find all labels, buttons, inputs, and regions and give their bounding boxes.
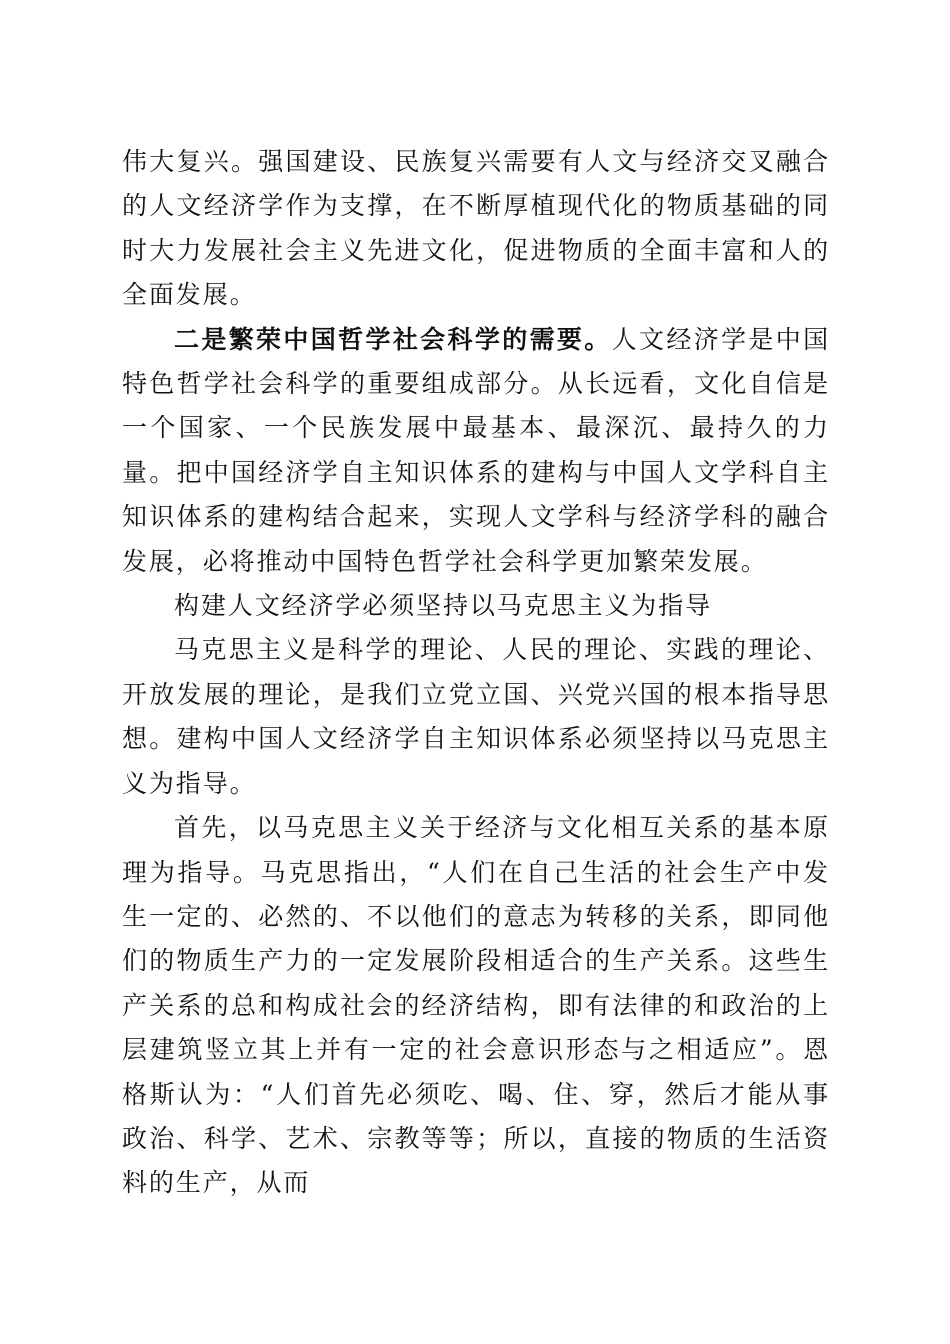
section-heading-text: 构建人文经济学必须坚持以马克思主义为指导: [174, 591, 713, 621]
document-page: [122, 140, 830, 1206]
section-heading: [122, 584, 830, 628]
paragraph-1-text: 伟大复兴。强国建设、民族复兴需要有人文与经济交叉融合的人文经济学作为支撑，在不断厚植现代化的物质基础的同时大力发展社会主义先进文化，促进物质的全面丰富和人的全面发展。: [122, 147, 830, 310]
paragraph-2-lead-heading: 二是繁荣中国哲学社会科学的需要。: [174, 324, 612, 354]
paragraph-2-text: 人文经济学是中国特色哲学社会科学的重要组成部分。从长远看，文化自信是一个国家、一个民族发展中最基本、最深沉、最持久的力量。把中国经济学自主知识体系的建构与中国人文学科自主知识体系的建构结合起来，实现人文学科与经济学科的融合发展，必将推动中国特色哲学社会科学更加繁荣发展。: [122, 324, 831, 576]
paragraph-4: [122, 806, 830, 1206]
paragraph-1: [122, 140, 830, 318]
paragraph-3: [122, 628, 830, 806]
paragraph-4-text: 首先，以马克思主义关于经济与文化相互关系的基本原理为指导。马克思指出，“人们在自己生活的社会生产中发生一定的、必然的、不以他们的意志为转移的关系，即同他们的物质生产力的一定发展阶段相适合的生产关系。这些生产关系的总和构成社会的经济结构，即有法律的和政治的上层建筑竖立其上并有一定的社会意识形态与之相适应”。恩格斯认为：“人们首先必须吃、喝、住、穿，然后才能从事政治、科学、艺术、宗教等等；所以，直接的物质的生活资料的生产，从而: [122, 813, 830, 1198]
paragraph-2: [122, 318, 830, 584]
paragraph-3-text: 马克思主义是科学的理论、人民的理论、实践的理论、开放发展的理论，是我们立党立国、兴党兴国的根本指导思想。建构中国人文经济学自主知识体系必须坚持以马克思主义为指导。: [122, 635, 830, 798]
